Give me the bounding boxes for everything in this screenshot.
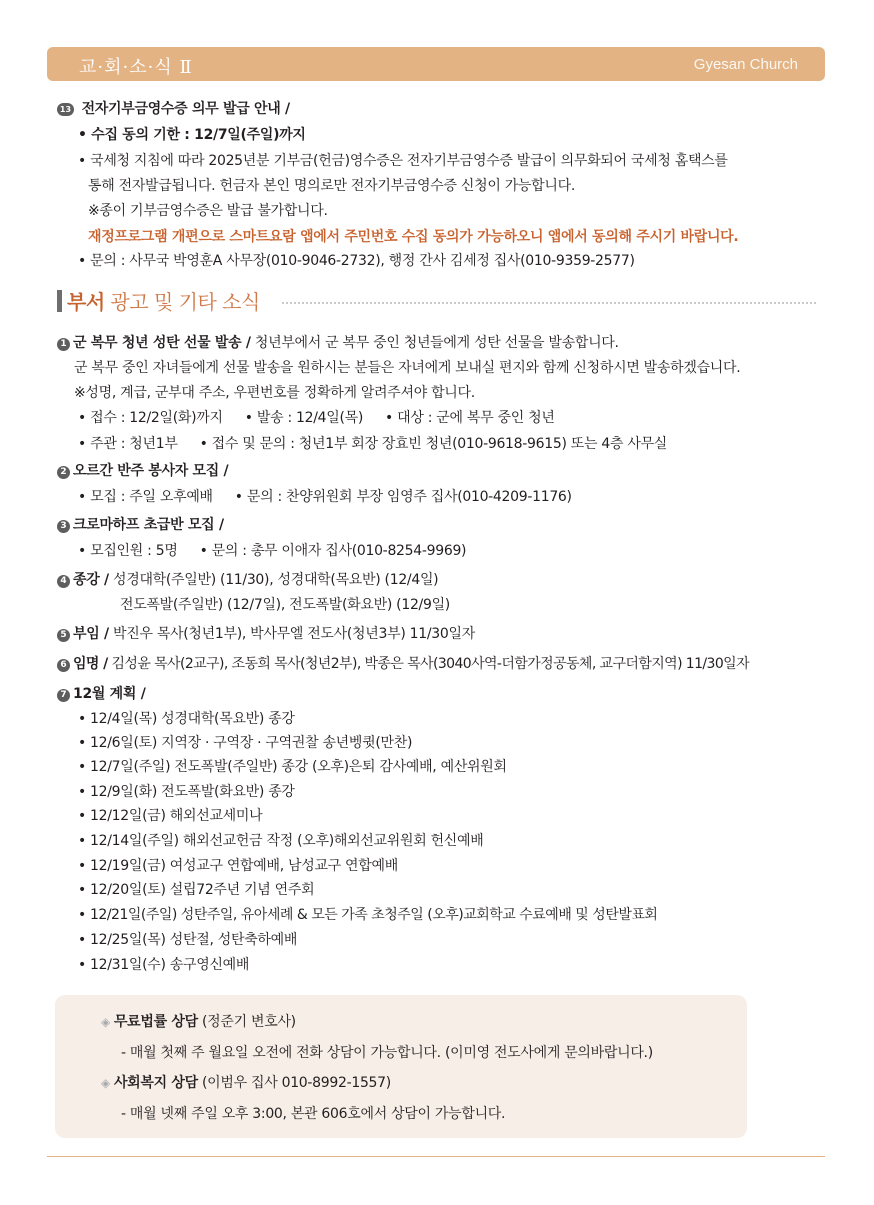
section-title: 부서 광고 및 기타 소식 <box>67 290 260 314</box>
notice-7-title: 7 12월 계획 / <box>57 684 146 704</box>
welfare-consult-detail: - 매월 넷째 주일 오후 3:00, 본관 606호에서 상담이 가능합니다. <box>121 1106 506 1122</box>
notice-2-detail: • 모집 : 주일 오후예배 • 문의 : 찬양위원회 부장 임영주 집사(010-4209-1176) <box>78 489 572 505</box>
section-marker <box>57 290 62 312</box>
notice-3-title: 3 크로마하프 초급반 모집 / <box>57 515 224 535</box>
notice-13-body-cont: 통해 전자발급됩니다. 헌금자 본인 명의로만 전자기부금영수증 신청이 가능합니다. <box>88 178 575 194</box>
page-header-bar <box>47 47 825 81</box>
diamond-icon: ◈ <box>101 1076 110 1090</box>
section-divider <box>282 302 816 304</box>
number-badge: 7 <box>57 689 70 702</box>
number-badge: 2 <box>57 466 70 479</box>
notice-13-contact: • 문의 : 사무국 박영훈A 사무장(010-9046-2732), 행정 간사 김세정 집사(010-9359-2577) <box>78 253 635 269</box>
plan-item: • 12/21일(주일) 성탄주일, 유아세례 & 모든 가족 초청주일 (오후)교회학교 수료예배 및 성탄발표회 <box>78 907 658 923</box>
number-badge: 13 <box>57 103 74 116</box>
notice-13-body: • 국세청 지침에 따라 2025년분 기부금(헌금)영수증은 전자기부금영수증 발급이 의무화되어 국세청 홈택스를 <box>78 153 728 169</box>
consultation-box <box>55 995 747 1138</box>
notice-13-deadline: • 수집 동의 기한 : 12/7일(주일)까지 <box>78 127 306 143</box>
number-badge: 6 <box>57 659 70 672</box>
plan-item: • 12/7일(주일) 전도폭발(주일반) 종강 (오후)은퇴 감사예배, 예산위원회 <box>78 759 507 775</box>
notice-4: 4 종강 / 성경대학(주일반) (11/30), 성경대학(목요반) (12/4일) <box>57 570 438 590</box>
notice-1: 1 군 복무 청년 성탄 선물 발송 / 청년부에서 군 복무 중인 청년들에게 성탄 선물을 발송합니다. <box>57 333 619 353</box>
plan-item: • 12/9일(화) 전도폭발(화요반) 종강 <box>78 784 295 800</box>
church-name: Gyesan Church <box>693 56 798 73</box>
plan-item: • 12/4일(목) 성경대학(목요반) 종강 <box>78 711 295 727</box>
plan-item: • 12/12일(금) 해외선교세미나 <box>78 808 263 824</box>
notice-13-title: 13 전자기부금영수증 의무 발급 안내 / <box>57 99 290 119</box>
legal-consult-detail: - 매월 첫째 주 월요일 오전에 전화 상담이 가능합니다. (이미영 전도사에게 문의바랍니다.) <box>121 1045 653 1061</box>
notice-4-line2: 전도폭발(주일반) (12/7일), 전도폭발(화요반) (12/9일) <box>120 597 450 613</box>
notice-6: 6 임명 / 김성윤 목사(2교구), 조동희 목사(청년2부), 박종은 목사(3040사역-더함가정공동체, 교구더함지역) 11/30일자 <box>57 654 749 674</box>
notice-1-line3: ※성명, 계급, 군부대 주소, 우편번호를 정확하게 알려주셔야 합니다. <box>74 385 475 401</box>
plan-item: • 12/31일(수) 송구영신예배 <box>78 957 250 973</box>
notice-1-contact: • 주관 : 청년1부 • 접수 및 문의 : 청년1부 회장 장효빈 청년(010-9618-9615) 또는 4층 사무실 <box>78 436 668 452</box>
welfare-consult-title: ◈ 사회복지 상담 (이범우 집사 010-8992-1557) <box>101 1075 391 1091</box>
notice-2-title: 2 오르간 반주 봉사자 모집 / <box>57 461 228 481</box>
number-badge: 1 <box>57 338 70 351</box>
legal-consult-title: ◈ 무료법률 상담 (정준기 변호사) <box>101 1014 296 1030</box>
plan-item: • 12/6일(토) 지역장 · 구역장 · 구역권찰 송년벵큇(만찬) <box>78 735 413 751</box>
plan-item: • 12/25일(목) 성탄절, 성탄축하예배 <box>78 932 298 948</box>
plan-item: • 12/20일(토) 설립72주년 기념 연주회 <box>78 882 315 898</box>
plan-item: • 12/14일(주일) 해외선교헌금 작정 (오후)해외선교위원회 헌신예배 <box>78 833 484 849</box>
notice-13-highlight: 재정프로그램 개편으로 스마트요람 앱에서 주민번호 수집 동의가 가능하오니 앱에서 동의해 주시기 바랍니다. <box>88 229 739 245</box>
footer-divider <box>47 1156 825 1157</box>
notice-5: 5 부임 / 박진우 목사(청년1부), 박사무엘 전도사(청년3부) 11/30일자 <box>57 624 475 644</box>
number-badge: 4 <box>57 575 70 588</box>
diamond-icon: ◈ <box>101 1015 110 1029</box>
notice-1-line2: 군 복무 중인 자녀들에게 선물 발송을 원하시는 분들은 자녀에게 보내실 편지와 함께 신청하시면 발송하겠습니다. <box>74 360 741 376</box>
number-badge: 3 <box>57 520 70 533</box>
section-label: 교·회·소·식 Ⅱ <box>79 57 193 78</box>
plan-item: • 12/19일(금) 여성교구 연합예배, 남성교구 연합예배 <box>78 858 398 874</box>
notice-13-note: ※종이 기부금영수증은 발급 불가합니다. <box>88 203 328 219</box>
notice-3-detail: • 모집인원 : 5명 • 문의 : 총무 이애자 집사(010-8254-9969) <box>78 543 467 559</box>
notice-1-schedule: • 접수 : 12/2일(화)까지 • 발송 : 12/4일(목) • 대상 : 군에 복무 중인 청년 <box>78 410 555 426</box>
number-badge: 5 <box>57 629 70 642</box>
